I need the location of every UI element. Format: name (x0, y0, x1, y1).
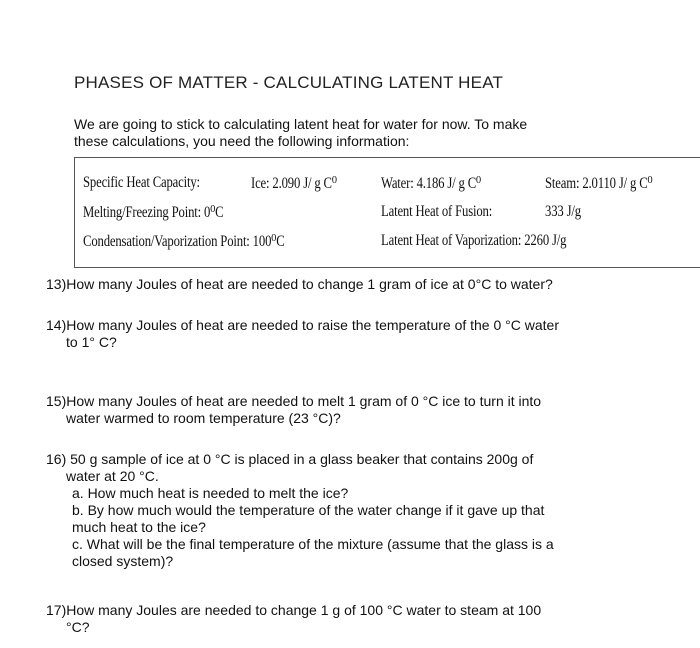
question-text: 13)How many Joules of heat are needed to change 1 gram of ice at 0°C to water? (46, 276, 553, 292)
question-16c: closed system)? (72, 553, 174, 569)
question-16c: c. What will be the final temperature of the mixture (assume that the glass is a (72, 536, 554, 552)
intro-paragraph (74, 116, 634, 150)
question-text: °C? (66, 619, 90, 635)
question-13 (46, 276, 553, 293)
question-text: to 1° C? (66, 334, 117, 350)
question-text: 16) 50 g sample of ice at 0 °C is placed in a glass beaker that contains 200g of (46, 451, 534, 467)
vaporization-point: Condensation/Vaporization Point: 100⁰C (83, 233, 285, 250)
question-14 (46, 317, 559, 351)
intro-line: We are going to stick to calculating latent heat for water for now. To make (74, 116, 528, 132)
melting-point: Melting/Freezing Point: 0⁰C (83, 204, 224, 221)
question-text: 17)How many Joules are needed to change 1 g of 100 °C water to steam at 100 (46, 602, 542, 618)
question-17 (46, 602, 541, 636)
ice-specific-heat: Ice: 2.090 J/ g C⁰ (251, 175, 337, 192)
question-16 (46, 451, 554, 570)
question-text: water at 20 °C. (66, 468, 159, 484)
info-box (74, 157, 700, 268)
question-text: 14)How many Joules of heat are needed to raise the temperature of the 0 °C water (46, 317, 559, 333)
fusion-value: 333 J/g (545, 203, 581, 220)
question-15 (46, 393, 541, 427)
vaporization-heat: Latent Heat of Vaporization: 2260 J/g (381, 232, 567, 249)
water-specific-heat: Water: 4.186 J/ g C⁰ (381, 175, 482, 192)
question-16b: much heat to the ice? (72, 519, 206, 535)
question-text: 15)How many Joules of heat are needed to melt 1 gram of 0 °C ice to turn it into (46, 393, 542, 409)
intro-line: these calculations, you need the following information: (74, 133, 410, 149)
steam-specific-heat: Steam: 2.0110 J/ g C⁰ (545, 175, 653, 192)
fusion-label: Latent Heat of Fusion: (381, 203, 493, 220)
question-16b: b. By how much would the temperature of the water change if it gave up that (72, 502, 545, 518)
specific-heat-label: Specific Heat Capacity: (83, 174, 200, 191)
page-title: PHASES OF MATTER - CALCULATING LATENT HEAT (74, 73, 504, 92)
question-16a: a. How much heat is needed to melt the ice? (72, 485, 349, 501)
question-text: water warmed to room temperature (23 °C)? (66, 410, 341, 426)
